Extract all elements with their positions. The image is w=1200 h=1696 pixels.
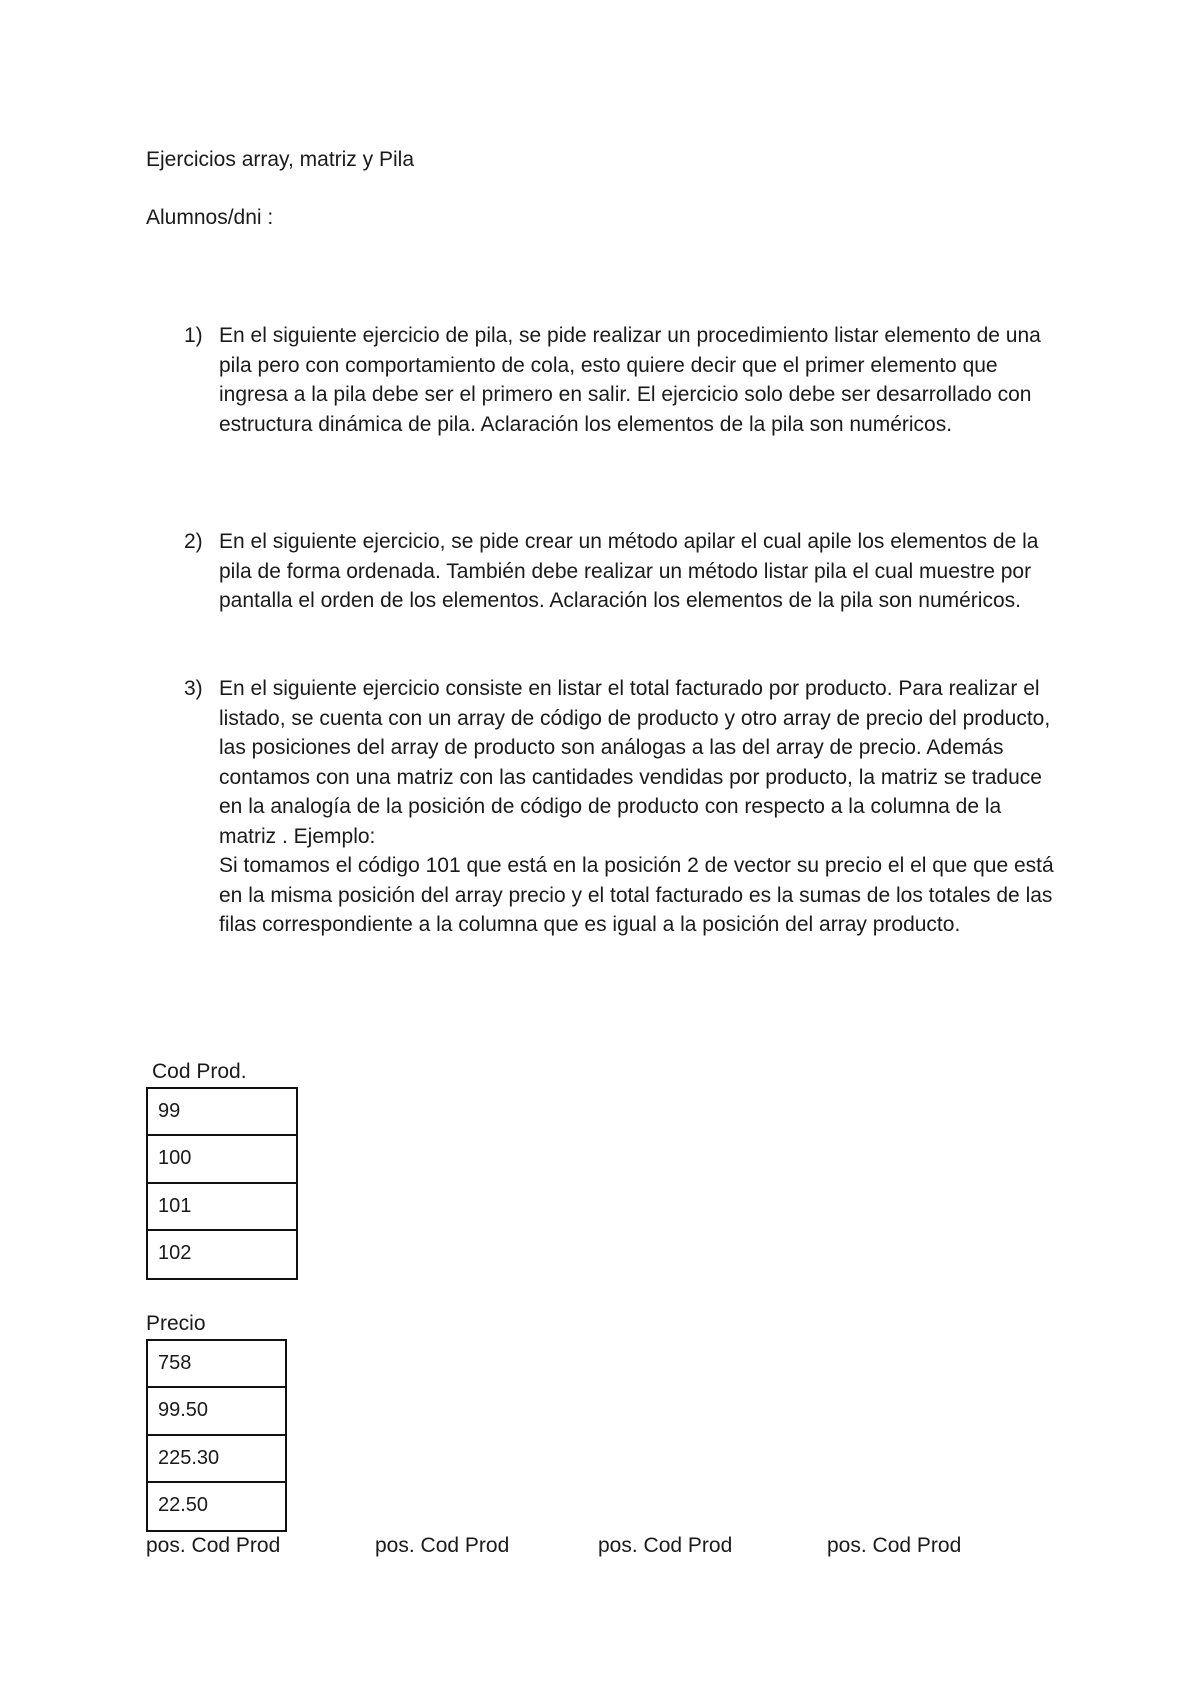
exercise-text: [219, 674, 1064, 940]
cod-prod-array: [146, 1087, 298, 1280]
document-title: Ejercicios array, matriz y Pila: [146, 148, 414, 171]
cod-prod-cell: 99: [148, 1089, 296, 1136]
exercise-number: 2): [184, 530, 203, 553]
cod-prod-label: Cod Prod.: [152, 1060, 247, 1083]
cod-prod-cell: 100: [148, 1136, 296, 1183]
exercise-paragraph: En el siguiente ejercicio consiste en listar el total facturado por producto. Para realizar el listado, se cuenta con un array de código de producto y otro array de precio del producto, las posiciones del array de producto son análogas a las del array de precio. Además contamos con una matriz con las cantidades vendidas por producto, la matriz se traduce en la analogía de la posición de código de producto con respecto a la columna de la matriz . Ejemplo:: [219, 677, 1051, 848]
exercise-text: [219, 321, 1064, 439]
exercise-paragraph: En el siguiente ejercicio de pila, se pide realizar un procedimiento listar elemento de una pila pero con comportamiento de cola, esto quiere decir que el primer elemento que ingresa a la pila debe ser el primero en salir. El ejercicio solo debe ser desarrollado con estructura dinámica de pila. Aclaración los elementos de la pila son numéricos.: [219, 324, 1041, 436]
precio-array: [146, 1339, 287, 1532]
precio-cell: 99.50: [148, 1388, 285, 1435]
matrix-column-label: pos. Cod Prod: [827, 1534, 962, 1557]
precio-cell: 22.50: [158, 1493, 209, 1516]
exercise-text: [219, 527, 1064, 616]
matrix-column-label: pos. Cod Prod: [375, 1534, 510, 1557]
precio-cell: 758: [148, 1341, 285, 1388]
exercise-example-paragraph: Si tomamos el código 101 que está en la posición 2 de vector su precio el el que que está en la misma posición del array precio y el total facturado es la sumas de los totales de las filas correspondiente a la columna que es igual a la posición del array producto.: [219, 854, 1054, 936]
exercise-number: 1): [184, 324, 203, 347]
precio-cell: 225.30: [148, 1436, 285, 1483]
matrix-column-label: pos. Cod Prod: [598, 1534, 733, 1557]
matrix-column-label: pos. Cod Prod: [146, 1534, 281, 1557]
precio-label: Precio: [146, 1312, 206, 1335]
exercise-number: 3): [184, 677, 203, 700]
students-label: Alumnos/dni :: [146, 206, 274, 229]
exercise-paragraph: En el siguiente ejercicio, se pide crear un método apilar el cual apile los elementos de la pila de forma ordenada. También debe realizar un método listar pila el cual muestre por pantalla el orden de los elementos. Aclaración los elementos de la pila son numéricos.: [219, 530, 1039, 612]
cod-prod-cell: 101: [148, 1184, 296, 1231]
cod-prod-cell: 102: [158, 1241, 192, 1264]
matrix-column-labels: [0, 1533, 1200, 1561]
